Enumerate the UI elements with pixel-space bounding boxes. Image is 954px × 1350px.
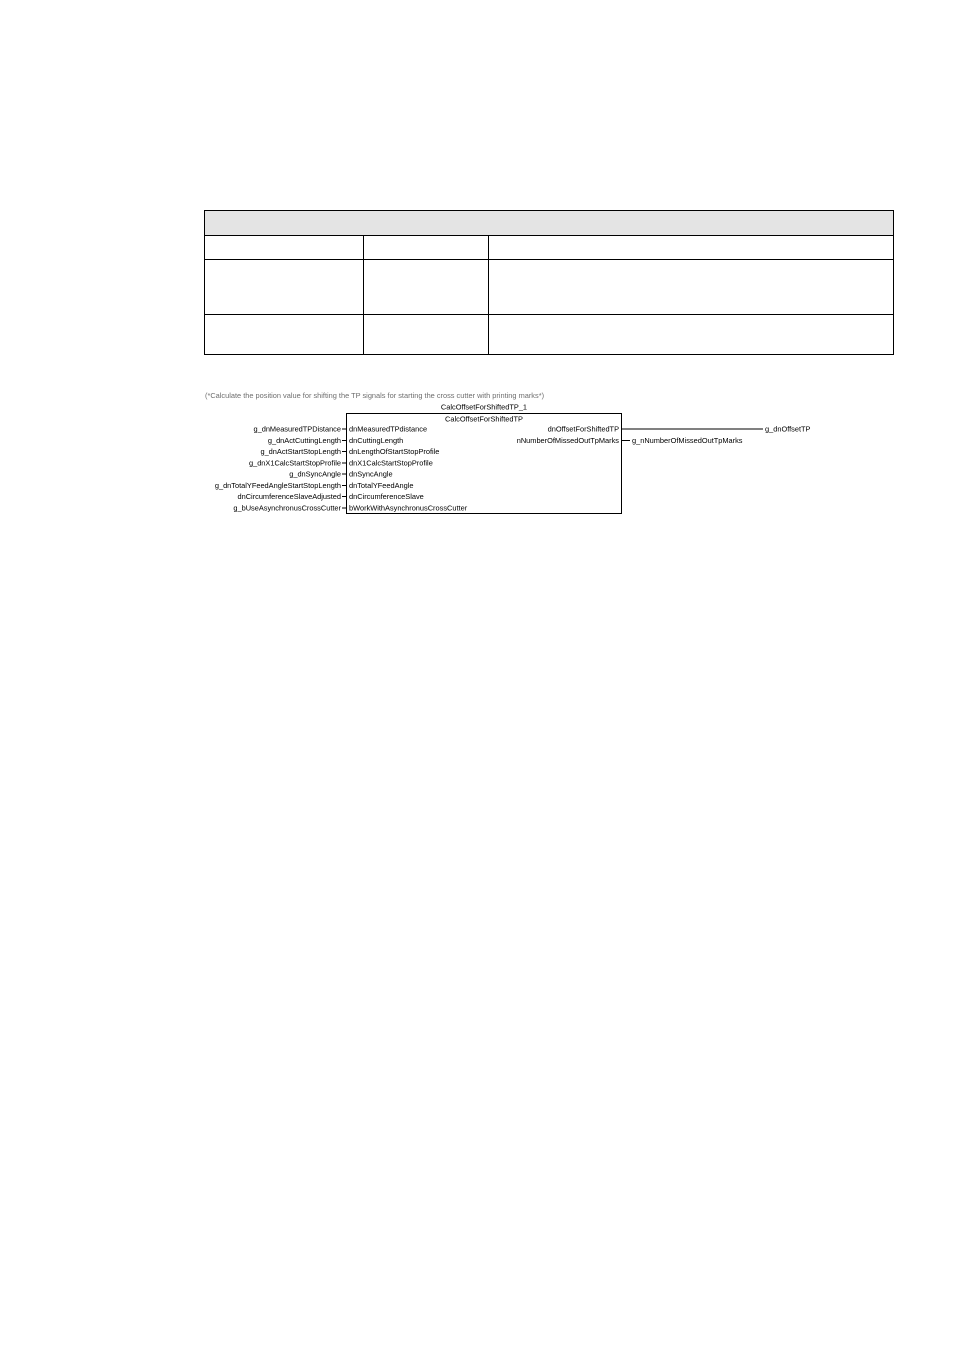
output-variable-label: g_dnOffsetTP	[765, 424, 811, 434]
input-port-label: dnX1CalcStartStopProfile	[349, 458, 433, 468]
input-port-label: dnLengthOfStartStopProfile	[349, 447, 440, 457]
input-variable-label: g_bUseAsynchronusCrossCutter	[233, 503, 341, 513]
input-variable-label: g_dnActCuttingLength	[267, 435, 341, 445]
input-variable-label: g_dnMeasuredTPDistance	[253, 424, 341, 434]
input-variable-label: g_dnX1CalcStartStopProfile	[248, 458, 341, 468]
output-variable-label: g_nNumberOfMissedOutTpMarks	[632, 435, 743, 445]
input-port-label: dnCircumferenceSlave	[349, 492, 424, 502]
input-variable-label: dnCircumferenceSlaveAdjusted	[237, 492, 341, 502]
block-instance-name: CalcOffsetForShiftedTP_1	[440, 402, 528, 412]
output-port-label: nNumberOfMissedOutTpMarks	[516, 435, 619, 445]
block-type-name: CalcOffsetForShiftedTP	[445, 414, 523, 424]
input-variable-label: g_dnActStartStopLength	[260, 447, 341, 457]
block-outputs	[517, 425, 811, 445]
input-port-label: dnMeasuredTPdistance	[349, 424, 428, 434]
diagram-comment: (*Calculate the position value for shifting the TP signals for starting the cross cutter with printing marks*)	[205, 391, 545, 400]
block-inputs	[215, 425, 468, 513]
input-port-label: dnSyncAngle	[349, 469, 393, 479]
input-port-label: dnCuttingLength	[349, 435, 404, 445]
input-port-label: bWorkWithAsynchronusCrossCutter	[349, 503, 468, 513]
input-port-label: dnTotalYFeedAngle	[349, 480, 414, 490]
output-port-label: dnOffsetForShiftedTP	[547, 424, 619, 434]
input-variable-label: g_dnTotalYFeedAngleStartStopLength	[214, 480, 341, 490]
input-variable-label: g_dnSyncAngle	[289, 469, 341, 479]
